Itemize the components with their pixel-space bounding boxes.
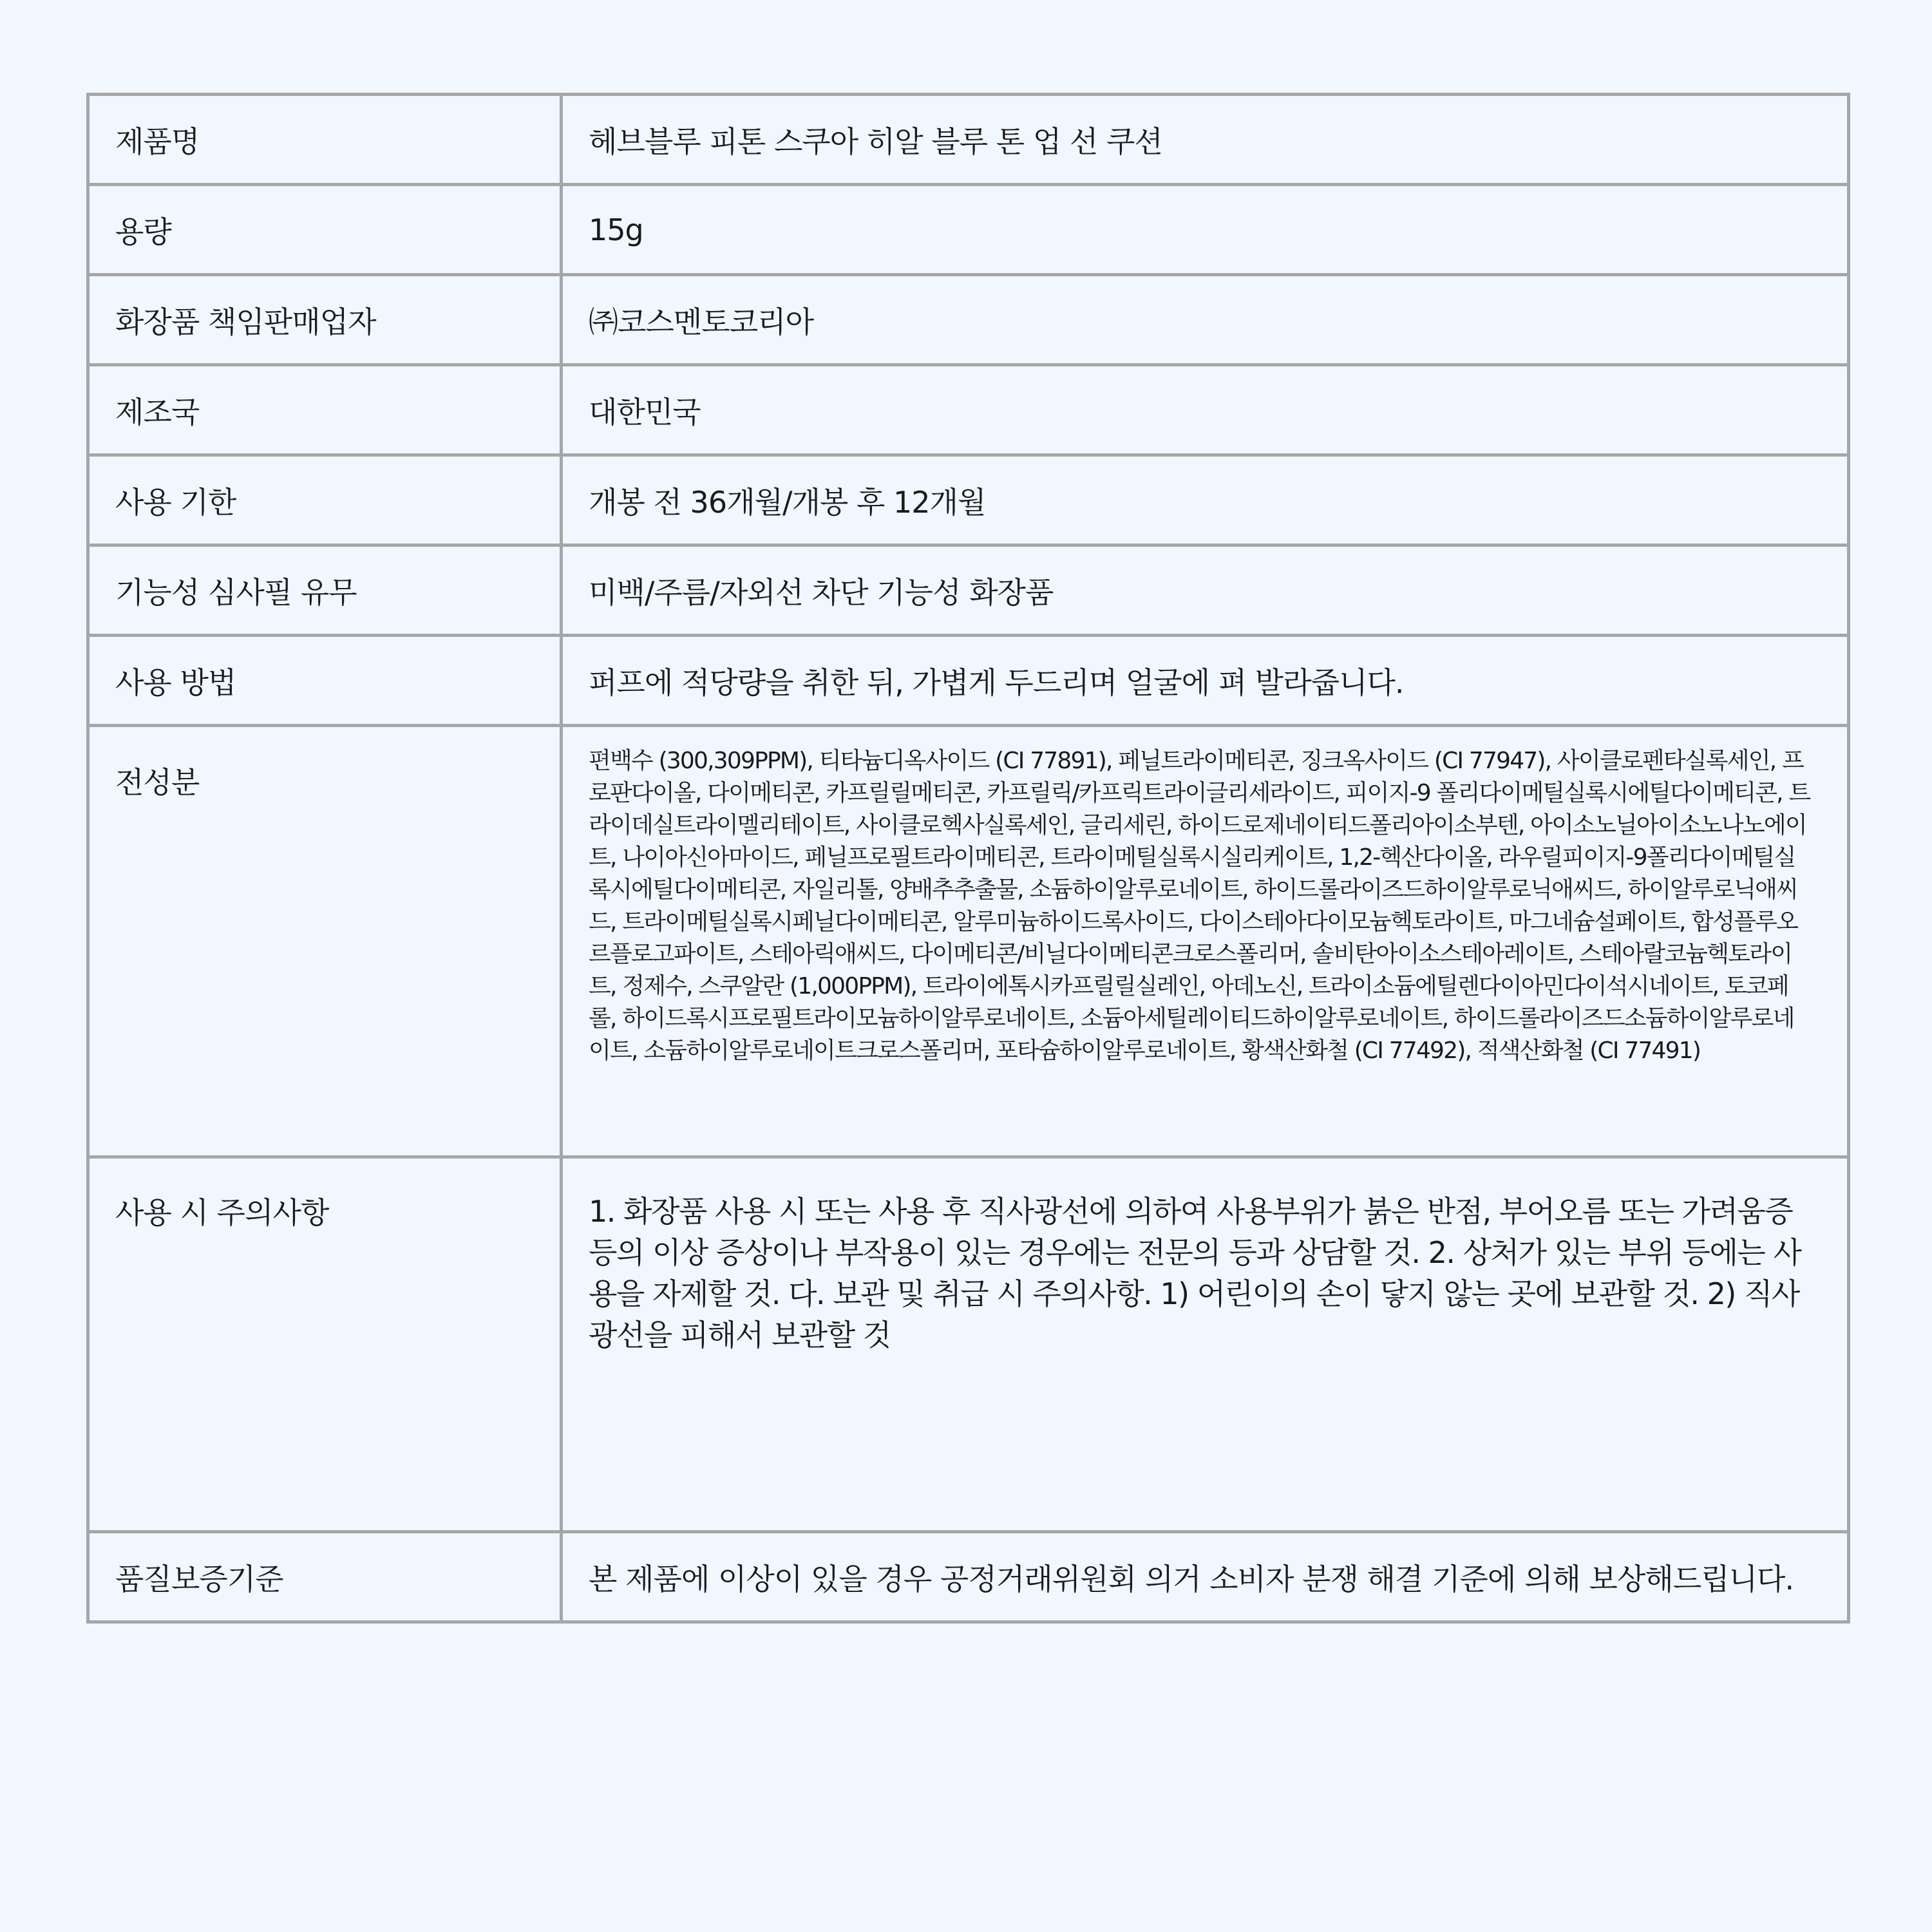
value-distributor: ㈜코스멘토코리아 [562,275,1849,365]
table-row-country [88,365,1849,455]
table-row-distributor [88,275,1849,365]
table-row-product-name [88,95,1849,185]
value-functional: 미백/주름/자외선 차단 기능성 화장품 [562,545,1849,636]
table-row-usage [88,636,1849,726]
label-ingredients: 전성분 [88,726,562,1157]
ingredients-text: 편백수 (300,309PPM), 티타늄디옥사이드 (CI 77891), 페닐트라이메티콘, 징크옥사이드 (CI 77947), 사이클로펜타실록세인, 프로판다이올, 다이메티콘, 카프릴릴메티콘, 카프릴릭/카프릭트라이글리세라이드, 피이지-9 폴리다이메틸실록시에틸다이메티콘, 트라이데실트라이멜리테이트, 사이클로헥사실록세인, 글리세린, 하이드로제네이티드폴리아이소부텐, 아이소노닐아이소노나노에이트, 나이아신아마이드, 페닐프로필트라이메티콘, 트라이메틸실록시실리케이트, 1,2-헥산다이올, 라우릴피이지-9폴리다이메틸실록시에틸다이메티콘, 자일리톨, 양배추추출물, 소듐하이알루로네이트, 하이드롤라이즈드하이알루로닉애씨드, 하이알루로닉애씨드, 트라이메틸실록시페닐다이메티콘, 알루미늄하이드록사이드, 다이스테아다이모늄헥토라이트, 마그네슘설페이트, 합성플루오르플로고파이트, 스테아릭애씨드, 다이메티콘/비닐다이메티콘크로스폴리머, 솔비탄아이소스테아레이트, 스테아랄코늄헥토라이트, 정제수, 스쿠알란 (1,000PPM), 트라이에톡시카프릴릴실레인, 아데노신, 트라이소듐에틸렌다이아민다이석시네이트, 토코페롤, 하이드록시프로필트라이모늄하이알루로네이트, 소듐아세틸레이티드하이알루로네이트, 하이드롤라이즈드소듐하이알루로네이트, 소듐하이알루로네이트크로스폴리머, 포타슘하이알루로네이트, 황색산화철 (CI 77492), 적색산화철 (CI 77491) [589,748,1810,1064]
value-expiry: 개봉 전 36개월/개봉 후 12개월 [562,455,1849,545]
caution-text: 1. 화장품 사용 시 또는 사용 후 직사광선에 의하여 사용부위가 붉은 반점, 부어오름 또는 가려움증 등의 이상 증상이나 부작용이 있는 경우에는 전문의 등과 상담할 것. 2. 상처가 있는 부위 등에는 사용을 자제할 것. 다. 보관 및 취급 시 주의사항. 1) 어린이의 손이 닿지 않는 곳에 보관할 것. 2) 직사광선을 피해서 보관할 것 [589,1194,1801,1352]
label-distributor: 화장품 책임판매업자 [88,275,562,365]
value-usage: 퍼프에 적당량을 취한 뒤, 가볍게 두드리며 얼굴에 펴 발라줍니다. [562,636,1849,726]
table-row-caution [88,1157,1849,1532]
value-quality: 본 제품에 이상이 있을 경우 공정거래위원회 의거 소비자 분쟁 해결 기준에 의해 보상해드립니다. [562,1532,1849,1622]
value-caution [562,1157,1849,1532]
label-product-name: 제품명 [88,95,562,185]
label-capacity: 용량 [88,185,562,275]
table-row-expiry [88,455,1849,545]
value-country: 대한민국 [562,365,1849,455]
label-functional: 기능성 심사필 유무 [88,545,562,636]
product-info-table [86,93,1850,1624]
table-row-functional [88,545,1849,636]
table-row-quality [88,1532,1849,1622]
label-quality: 품질보증기준 [88,1532,562,1622]
value-capacity: 15g [562,185,1849,275]
label-country: 제조국 [88,365,562,455]
value-product-name: 헤브블루 피톤 스쿠아 히알 블루 톤 업 선 쿠션 [562,95,1849,185]
value-ingredients [562,726,1849,1157]
table-row-ingredients [88,726,1849,1157]
label-expiry: 사용 기한 [88,455,562,545]
label-caution: 사용 시 주의사항 [88,1157,562,1532]
label-usage: 사용 방법 [88,636,562,726]
table-row-capacity [88,185,1849,275]
